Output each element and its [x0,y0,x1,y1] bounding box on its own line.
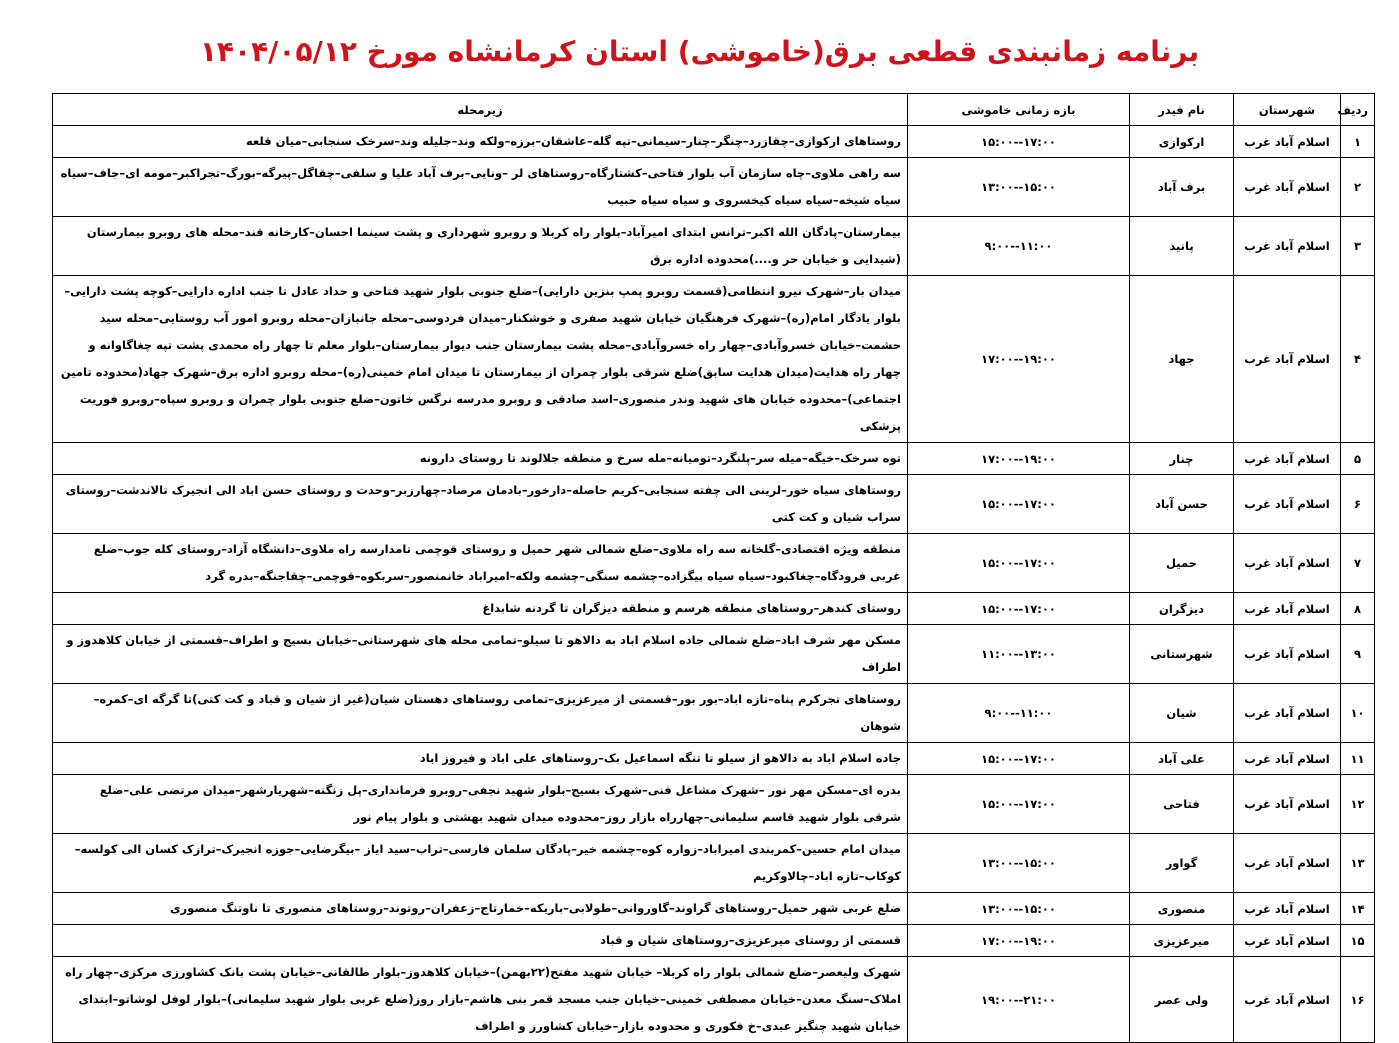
time-range-cell: ۱۵:۰۰--۱۷:۰۰ [908,475,1130,534]
time-range-cell: ۱۳:۰۰--۱۵:۰۰ [908,158,1130,217]
area-cell: بیمارستان–پادگان الله اکبر–ترانس ابتدای امیرآباد–بلوار راه کربلا و روبرو شهرداری و پشت سینما احسان–کارخانه قند–محله های روبرو بیمارستان (شیدایی و خیابان حر و....)محدوده اداره برق [53,217,908,276]
time-range-cell: ۱۵:۰۰--۱۷:۰۰ [908,743,1130,775]
table-row [53,957,1375,1043]
city-cell: اسلام آباد غرب [1234,775,1341,834]
row-number-cell: ۶ [1341,475,1375,534]
table-row [53,625,1375,684]
area-cell: روستاهای سیاه خور–لرینی الی چفته سنجابی–کریم حاصله–دارخور–بادمان مرصاد–چهارزبر–وحدت و روستای حسن اباد الی انجیرک تالاندشت–روستای سراب شیان و کت کتی [53,475,908,534]
row-number-cell: ۹ [1341,625,1375,684]
table-row [53,684,1375,743]
feeder-cell: فتاحی [1130,775,1234,834]
feeder-cell: حسن آباد [1130,475,1234,534]
feeder-cell: جهاد [1130,276,1234,443]
row-number-cell: ۱۱ [1341,743,1375,775]
time-range-cell: ۱۵:۰۰--۱۷:۰۰ [908,534,1130,593]
header-row-number: ردیف [1341,94,1375,126]
time-range-cell: ۱۳:۰۰--۱۵:۰۰ [908,893,1130,925]
feeder-cell: ارکوازی [1130,126,1234,158]
time-range-cell: ۱۷:۰۰--۱۹:۰۰ [908,276,1130,443]
feeder-cell: منصوری [1130,893,1234,925]
feeder-cell: ولی عصر [1130,957,1234,1043]
area-cell: منطقه ویژه اقتصادی–گلخانه سه راه ملاوی–ضلع شمالی شهر حمیل و روستای قوچمی تامدارسه راه ملاوی–دانشگاه آزاد–روستای کله جوب–ضلع غربی فرودگاه–چغاکبود–سیاه سیاه بیگزاده–چشمه سنگی–چشمه ولکه–امیراباد خانمنصور–سربکوه–قوچمی–چقاجنگه–بدره گرد [53,534,908,593]
feeder-cell: گواور [1130,834,1234,893]
row-number-cell: ۱ [1341,126,1375,158]
row-number-cell: ۱۴ [1341,893,1375,925]
table-row [53,443,1375,475]
area-cell: سه راهی ملاوی–چاه سازمان آب بلوار فتاحی–کشتارگاه–روستاهای لر –ونایی–برف آباد علیا و سلفی–چقاگل–پیرگه–بورگ–تجراکبر–مومه ای–جاف–سیاه سیاه شیخه–سیاه سیاه کیخسروی و سیاه سیاه حبیب [53,158,908,217]
time-range-cell: ۱۵:۰۰--۱۷:۰۰ [908,126,1130,158]
area-cell: روستاهای تجرکرم پناه–تازه اباد–بور بور–قسمتی از میرعزیزی–تمامی روستاهای دهستان شیان(غیر از شیان و قباد و کت کتی)تا گرگه ای–کمره–شوهان [53,684,908,743]
city-cell: اسلام آباد غرب [1234,534,1341,593]
city-cell: اسلام آباد غرب [1234,925,1341,957]
page-title: برنامه زمانبندی قطعی برق(خاموشی) استان کرمانشاه مورخ ۱۴۰۴/۰۵/۱۲ [199,35,1200,68]
feeder-cell: میرعزیزی [1130,925,1234,957]
feeder-cell: پانیذ [1130,217,1234,276]
table-row [53,217,1375,276]
feeder-cell: دیزگران [1130,593,1234,625]
table-row [53,834,1375,893]
time-range-cell: ۹:۰۰--۱۱:۰۰ [908,684,1130,743]
table-row [53,743,1375,775]
header-area: زیرمحله [53,94,908,126]
time-range-cell: ۱۹:۰۰--۲۱:۰۰ [908,957,1130,1043]
city-cell: اسلام آباد غرب [1234,475,1341,534]
row-number-cell: ۲ [1341,158,1375,217]
time-range-cell: ۱۳:۰۰--۱۵:۰۰ [908,834,1130,893]
feeder-cell: حمیل [1130,534,1234,593]
area-cell: توه سرخک–خیگه–میله سر–پلنگرد–تومیانه–مله سرخ و منطقه جلالوند تا روستای دارونه [53,443,908,475]
time-range-cell: ۱۵:۰۰--۱۷:۰۰ [908,775,1130,834]
row-number-cell: ۳ [1341,217,1375,276]
table-row [53,534,1375,593]
time-range-cell: ۱۷:۰۰--۱۹:۰۰ [908,925,1130,957]
area-cell: جاده اسلام اباد به دالاهو از سیلو تا تنگه اسماعیل بک–روستاهای علی اباد و فیروز اباد [53,743,908,775]
outage-schedule-table [52,93,1375,1043]
row-number-cell: ۱۳ [1341,834,1375,893]
row-number-cell: ۱۵ [1341,925,1375,957]
area-cell: میدان امام حسین–کمربندی امیراباد–زواره کوه–چشمه خیر–پادگان سلمان فارسی–تراب–سید ایاز –بیگرضایی–جوزه انجیرک–ترازک کسان الی کولسه–کوکاب–تازه اباد–چالاوکریم [53,834,908,893]
table-row [53,925,1375,957]
time-range-cell: ۱۱:۰۰--۱۳:۰۰ [908,625,1130,684]
area-cell: روستاهای ارکوازی–چقازرد–چنگر–چنار–سیمانی–تپه گله–عاشقان–برزه–ولکه وند–جلیله وند–سرخک سنجابی–میان قلعه [53,126,908,158]
area-cell: میدان بار–شهرک نیرو انتظامی(قسمت روبرو پمپ بنزین دارایی)–ضلع جنوبی بلوار شهید فتاحی و حداد عادل تا جنب اداره دارایی–کوچه پشت دارایی–بلوار یادگار امام(ره)–شهرک فرهنگیان خیابان شهید صفری و خوشکنار–میدان فردوسی–محله جانبازان–محله روبرو امور آب روستایی–محله سید حشمت–خیابان خسروآبادی–چهار راه خسروآبادی–محله پشت بیمارستان جنب دیوار بیمارستان–بلوار معلم تا چهار راه محمدی پشت تپه چغاگاوانه و چهار راه هدایت(میدان هدایت سابق)ضلع شرقی بلوار چمران از بیمارستان تا میدان امام خمینی(ره)–محله روبرو اداره برق–شهرک جهاد(محدوده تامین اجتماعی)–محدوده خیابان های شهید وندر منصوری–اسد صادقی و روبرو مدرسه نرگس خاتون–ضلع جنوبی بلوار چمران و روبرو سپاه–روبرو فوریت پزشکی [53,276,908,443]
city-cell: اسلام آباد غرب [1234,443,1341,475]
table-body [53,126,1375,1043]
area-cell: مسکن مهر شرف اباد–ضلع شمالی جاده اسلام اباد به دالاهو تا سیلو–تمامی محله های شهرستانی–خیابان بسیج و اطراف–قسمتی از خیابان کلاهدوز و اطراف [53,625,908,684]
city-cell: اسلام آباد غرب [1234,743,1341,775]
city-cell: اسلام آباد غرب [1234,834,1341,893]
feeder-cell: برف آباد [1130,158,1234,217]
table-row [53,126,1375,158]
table-row [53,276,1375,443]
row-number-cell: ۱۲ [1341,775,1375,834]
area-cell: ضلع غربی شهر حمیل–روستاهای گراوند–گاوروانی–طولابی–باریکه–خمارتاج–زعفران–روتوند–روستاهای منصوری تا ناوتنگ منصوری [53,893,908,925]
row-number-cell: ۴ [1341,276,1375,443]
city-cell: اسلام آباد غرب [1234,158,1341,217]
city-cell: اسلام آباد غرب [1234,126,1341,158]
table-header-row [53,94,1375,126]
time-range-cell: ۹:۰۰--۱۱:۰۰ [908,217,1130,276]
row-number-cell: ۱۶ [1341,957,1375,1043]
row-number-cell: ۸ [1341,593,1375,625]
city-cell: اسلام آباد غرب [1234,957,1341,1043]
feeder-cell: شیان [1130,684,1234,743]
header-feeder: نام فیدر [1130,94,1234,126]
table-row [53,893,1375,925]
city-cell: اسلام آباد غرب [1234,276,1341,443]
row-number-cell: ۵ [1341,443,1375,475]
feeder-cell: چنار [1130,443,1234,475]
feeder-cell: شهرستانی [1130,625,1234,684]
city-cell: اسلام آباد غرب [1234,593,1341,625]
table-row [53,475,1375,534]
city-cell: اسلام آباد غرب [1234,625,1341,684]
table-row [53,593,1375,625]
table-row [53,775,1375,834]
area-cell: روستای کندهر–روستاهای منطقه هرسم و منطقه دیزگران تا گردنه شابداغ [53,593,908,625]
time-range-cell: ۱۵:۰۰--۱۷:۰۰ [908,593,1130,625]
area-cell: بدره ای–مسکن مهر نور –شهرک مشاغل فنی–شهرک بسیج–بلوار شهید نجفی–روبرو فرمانداری–پل زنگنه–شهریارشهر–میدان مرتضی علی–ضلع شرقی بلوار شهید قاسم سلیمانی–چهارراه بازار روز–محدوده میدان شهید بهشتی و بلوار پیام نور [53,775,908,834]
table-row [53,158,1375,217]
area-cell: شهرک ولیعصر–ضلع شمالی بلوار راه کربلا– خیابان شهید مفتح(۲۲بهمن)–خیابان کلاهدوز–بلوار طالقانی–خیابان پشت بانک کشاورزی مرکزی–چهار راه املاک–سنگ معدن–خیابان مصطفی خمینی–خیابان جنب مسجد قمر بنی هاشم–بازار روز(ضلع غربی بلوار شهید سلیمانی)–بلوار لوفل لوشاتو–ابتدای خیابان شهید چنگیز عبدی–خ فکوری و محدوده بازار–خیابان کشاورز و اطراف [53,957,908,1043]
area-cell: قسمتی از روستای میرعزیزی–روستاهای شیان و قباد [53,925,908,957]
header-time: بازه زمانی خاموشی [908,94,1130,126]
city-cell: اسلام آباد غرب [1234,893,1341,925]
header-city: شهرستان [1234,94,1341,126]
city-cell: اسلام آباد غرب [1234,684,1341,743]
row-number-cell: ۱۰ [1341,684,1375,743]
feeder-cell: علی آباد [1130,743,1234,775]
time-range-cell: ۱۷:۰۰--۱۹:۰۰ [908,443,1130,475]
city-cell: اسلام آباد غرب [1234,217,1341,276]
row-number-cell: ۷ [1341,534,1375,593]
schedule-table-container [52,93,1374,1033]
